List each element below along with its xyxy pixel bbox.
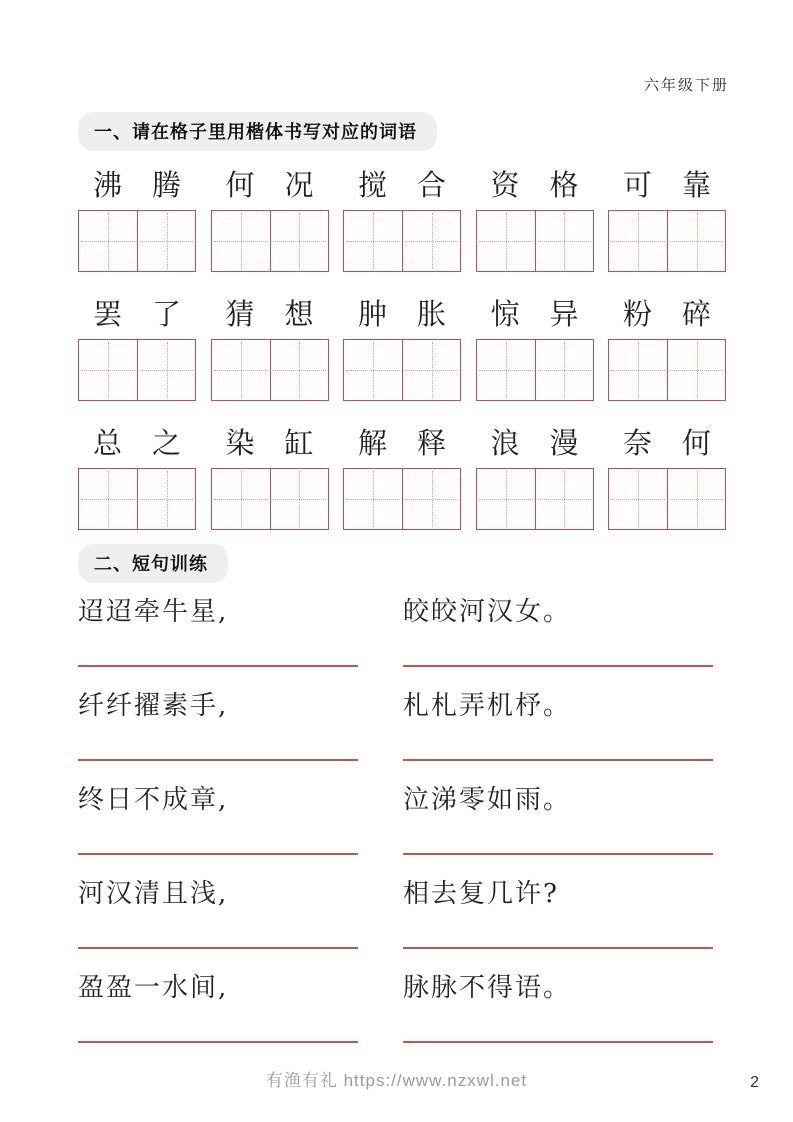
horizontal-guide	[538, 370, 591, 371]
word-char: 解	[357, 426, 387, 460]
answer-line	[78, 759, 358, 761]
horizontal-guide	[479, 370, 533, 371]
word-char: 可	[622, 168, 652, 202]
word-char: 搅	[357, 168, 387, 202]
grid-cell	[212, 211, 270, 271]
word-group	[476, 167, 594, 272]
word-char: 粉	[622, 297, 652, 331]
practice-grid	[78, 210, 196, 272]
practice-grid	[343, 339, 461, 401]
grid-cell	[212, 340, 270, 400]
poem-text: 终日不成章,	[78, 785, 229, 815]
word-group	[211, 425, 329, 530]
word-group	[78, 425, 196, 530]
word-char: 异	[549, 297, 579, 331]
answer-line	[78, 665, 358, 667]
worksheet-content	[78, 112, 726, 1065]
grid-cell	[667, 211, 725, 271]
poem-cell	[403, 689, 713, 761]
poem-text: 盈盈一水间,	[78, 973, 229, 1003]
word-pair	[211, 167, 329, 203]
practice-grid	[211, 339, 329, 401]
word-group	[211, 167, 329, 272]
answer-line	[403, 759, 713, 761]
horizontal-guide	[214, 499, 268, 500]
horizontal-guide	[611, 370, 665, 371]
section2-heading: 二、短句训练	[78, 544, 228, 583]
poem-cell	[403, 595, 713, 667]
word-row-2	[78, 296, 726, 401]
horizontal-guide	[479, 241, 533, 242]
poem-text: 脉脉不得语。	[403, 973, 572, 1003]
word-char: 腾	[151, 168, 181, 202]
word-char: 猜	[225, 297, 255, 331]
poem-cell	[78, 877, 358, 949]
grid-cell	[402, 469, 460, 529]
horizontal-guide	[611, 499, 665, 500]
horizontal-guide	[479, 499, 533, 500]
word-char: 总	[92, 426, 122, 460]
grid-cell	[344, 340, 402, 400]
horizontal-guide	[140, 499, 193, 500]
practice-grid	[211, 468, 329, 530]
horizontal-guide	[81, 370, 135, 371]
word-pair	[476, 296, 594, 332]
word-pair	[78, 296, 196, 332]
word-row-3	[78, 425, 726, 530]
footer-credit: 有渔有礼 https://www.nzxwl.net	[265, 1071, 528, 1090]
word-char: 染	[225, 426, 255, 460]
page-number: 2	[750, 1074, 759, 1091]
word-char: 罢	[92, 297, 122, 331]
grid-cell	[609, 340, 667, 400]
practice-grid	[343, 210, 461, 272]
word-group	[78, 167, 196, 272]
poem-cell	[78, 595, 358, 667]
practice-grid	[476, 339, 594, 401]
practice-grid	[211, 210, 329, 272]
horizontal-guide	[670, 241, 723, 242]
poem-text: 迢迢牵牛星,	[78, 597, 229, 627]
grid-cell	[535, 340, 593, 400]
poem-cell	[78, 783, 358, 855]
word-group	[608, 167, 726, 272]
word-char: 何	[225, 168, 255, 202]
horizontal-guide	[214, 370, 268, 371]
horizontal-guide	[670, 499, 723, 500]
word-pair	[211, 296, 329, 332]
word-pair	[476, 167, 594, 203]
word-group	[343, 425, 461, 530]
practice-grid	[78, 339, 196, 401]
sentence-training	[78, 595, 726, 1043]
poem-cell	[403, 877, 713, 949]
word-char: 况	[284, 168, 314, 202]
horizontal-guide	[346, 241, 400, 242]
grid-cell	[270, 340, 328, 400]
word-group	[476, 425, 594, 530]
practice-grid	[476, 468, 594, 530]
poem-row	[78, 595, 726, 667]
practice-grid	[608, 468, 726, 530]
grid-cell	[402, 340, 460, 400]
grid-cell	[477, 211, 535, 271]
poem-cell	[78, 971, 358, 1043]
answer-line	[78, 947, 358, 949]
grid-cell	[79, 469, 137, 529]
grid-cell	[477, 469, 535, 529]
horizontal-guide	[405, 499, 458, 500]
poem-text: 札札弄机杼。	[403, 691, 572, 721]
word-char: 缸	[284, 426, 314, 460]
horizontal-guide	[273, 499, 326, 500]
word-char: 之	[151, 426, 181, 460]
answer-line	[403, 665, 713, 667]
poem-text: 河汉清且浅,	[78, 879, 229, 909]
word-pair	[608, 296, 726, 332]
poem-row	[78, 971, 726, 1043]
poem-cell	[403, 783, 713, 855]
grid-cell	[344, 211, 402, 271]
answer-line	[403, 947, 713, 949]
horizontal-guide	[538, 241, 591, 242]
poem-text: 纤纤擢素手,	[78, 691, 229, 721]
poem-cell	[403, 971, 713, 1043]
practice-grid	[343, 468, 461, 530]
word-pair	[78, 167, 196, 203]
practice-grid	[608, 339, 726, 401]
word-char: 了	[151, 297, 181, 331]
answer-line	[78, 1041, 358, 1043]
word-pair	[476, 425, 594, 461]
word-group	[211, 296, 329, 401]
horizontal-guide	[214, 241, 268, 242]
word-char: 格	[549, 168, 579, 202]
poem-text: 泣涕零如雨。	[403, 785, 572, 815]
poem-text: 相去复几许?	[403, 879, 559, 909]
grid-cell	[609, 469, 667, 529]
horizontal-guide	[81, 241, 135, 242]
horizontal-guide	[273, 241, 326, 242]
word-char: 碎	[681, 297, 711, 331]
word-char: 沸	[92, 168, 122, 202]
poem-row	[78, 877, 726, 949]
word-group	[476, 296, 594, 401]
word-pair	[608, 167, 726, 203]
word-char: 释	[416, 426, 446, 460]
word-row-1	[78, 167, 726, 272]
word-char: 胀	[416, 297, 446, 331]
word-char: 惊	[490, 297, 520, 331]
horizontal-guide	[140, 241, 193, 242]
word-char: 想	[284, 297, 314, 331]
horizontal-guide	[140, 370, 193, 371]
answer-line	[78, 853, 358, 855]
word-pair	[78, 425, 196, 461]
word-group	[608, 296, 726, 401]
horizontal-guide	[405, 241, 458, 242]
grid-cell	[137, 340, 195, 400]
word-pair	[343, 167, 461, 203]
word-pair	[608, 425, 726, 461]
word-char: 合	[416, 168, 446, 202]
booklet-label: 六年级下册	[643, 76, 729, 94]
word-group	[343, 296, 461, 401]
practice-grid	[608, 210, 726, 272]
word-char: 肿	[357, 297, 387, 331]
word-char: 奈	[622, 426, 652, 460]
grid-cell	[667, 469, 725, 529]
grid-cell	[402, 211, 460, 271]
grid-cell	[667, 340, 725, 400]
word-char: 资	[490, 168, 520, 202]
grid-cell	[609, 211, 667, 271]
poem-row	[78, 689, 726, 761]
horizontal-guide	[611, 241, 665, 242]
grid-cell	[79, 211, 137, 271]
poem-text: 皎皎河汉女。	[403, 597, 572, 627]
grid-cell	[79, 340, 137, 400]
word-char: 浪	[490, 426, 520, 460]
horizontal-guide	[81, 499, 135, 500]
grid-cell	[212, 469, 270, 529]
grid-cell	[477, 340, 535, 400]
horizontal-guide	[405, 370, 458, 371]
poem-cell	[78, 689, 358, 761]
horizontal-guide	[346, 499, 400, 500]
horizontal-guide	[538, 499, 591, 500]
word-group	[343, 167, 461, 272]
section1-heading: 一、请在格子里用楷体书写对应的词语	[78, 112, 437, 151]
horizontal-guide	[273, 370, 326, 371]
word-char: 靠	[681, 168, 711, 202]
word-group	[608, 425, 726, 530]
grid-cell	[344, 469, 402, 529]
word-pair	[343, 296, 461, 332]
practice-grid	[476, 210, 594, 272]
horizontal-guide	[670, 370, 723, 371]
grid-cell	[535, 469, 593, 529]
grid-cell	[535, 211, 593, 271]
practice-grid	[78, 468, 196, 530]
answer-line	[403, 1041, 713, 1043]
grid-cell	[270, 469, 328, 529]
poem-row	[78, 783, 726, 855]
grid-cell	[137, 469, 195, 529]
grid-cell	[137, 211, 195, 271]
word-group	[78, 296, 196, 401]
horizontal-guide	[346, 370, 400, 371]
grid-cell	[270, 211, 328, 271]
word-char: 漫	[549, 426, 579, 460]
answer-line	[403, 853, 713, 855]
word-char: 何	[681, 426, 711, 460]
word-pair	[343, 425, 461, 461]
word-pair	[211, 425, 329, 461]
